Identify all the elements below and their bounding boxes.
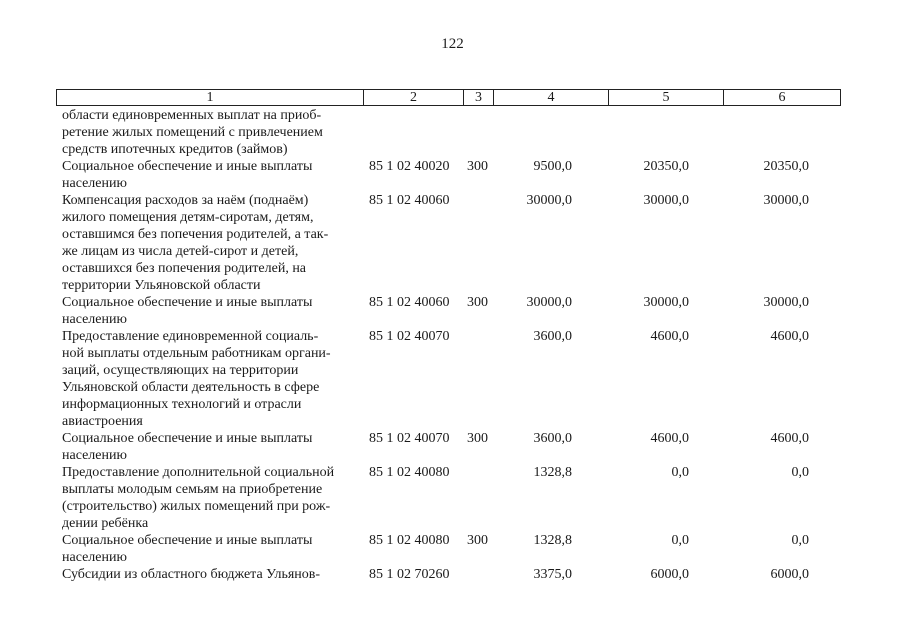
table-row [62,158,852,192]
row-value-col4: 3600,0 [533,431,572,446]
row-type-cell: 300 [467,159,488,174]
row-name-line: информационных технологий и отрасли [62,397,302,412]
row-value-col5: 0,0 [671,533,689,548]
row-name-line: Социальное обеспечение и иные выплаты [62,159,313,174]
row-code-cell: 85 1 02 40060 [369,295,450,310]
row-name-line: Компенсация расходов за наём (поднаём) [62,193,309,208]
row-name-line: населению [62,448,127,463]
row-name-line: Предоставление дополнительной социальной [62,465,335,480]
column-header-2: 2 [363,90,463,105]
table-row [62,464,852,532]
row-value-col5: 6000,0 [650,567,689,582]
row-name-cell [62,464,357,532]
row-name-cell [62,294,357,328]
row-name-cell [62,430,357,464]
row-name-cell [62,532,357,566]
row-name-cell [62,158,357,192]
row-value-col6: 30000,0 [763,295,809,310]
row-type-cell: 300 [467,431,488,446]
row-value-col6: 4600,0 [770,329,809,344]
row-name-line: Социальное обеспечение и иные выплаты [62,431,313,446]
row-code-cell: 85 1 02 40080 [369,533,450,548]
table-row [62,566,852,583]
row-name-line: же лицам из числа детей-сирот и детей, [62,244,299,259]
row-value-col6: 30000,0 [763,193,809,208]
column-header-1: 1 [206,90,214,105]
row-value-col4: 1328,8 [533,465,572,480]
row-value-col6: 6000,0 [770,567,809,582]
table-row [62,294,852,328]
table-body [62,107,852,583]
row-value-col6: 4600,0 [770,431,809,446]
row-value-col4: 9500,0 [533,159,572,174]
row-name-line: жилого помещения детям-сиротам, детям, [62,210,314,225]
row-code-cell: 85 1 02 40070 [369,329,450,344]
row-value-col5: 30000,0 [643,193,689,208]
table-row [62,192,852,294]
row-code-cell: 85 1 02 40070 [369,431,450,446]
row-name-line: оставшихся без попечения родителей, на [62,261,307,276]
row-value-col5: 20350,0 [643,159,689,174]
column-header-6: 6 [723,90,840,105]
row-value-col4: 30000,0 [526,193,572,208]
row-code-cell: 85 1 02 70260 [369,567,450,582]
table-header-row [56,89,841,106]
row-code-cell: 85 1 02 40020 [369,159,450,174]
row-value-col4: 3375,0 [533,567,572,582]
column-header-4: 4 [493,90,608,105]
row-name-line: населению [62,176,127,191]
table-row [62,328,852,430]
row-name-line: дении ребёнка [62,516,149,531]
row-value-col6: 20350,0 [763,159,809,174]
row-code-cell: 85 1 02 40080 [369,465,450,480]
row-name-line: области единовременных выплат на приоб- [62,108,322,123]
table-row [62,532,852,566]
row-value-col5: 30000,0 [643,295,689,310]
column-header-5: 5 [608,90,723,105]
row-value-col4: 3600,0 [533,329,572,344]
row-name-line: ретение жилых помещений с привлечением [62,125,323,140]
row-name-line: территории Ульяновской области [62,278,261,293]
row-name-cell [62,192,357,294]
column-header-3: 3 [463,90,493,105]
row-name-line: Социальное обеспечение и иные выплаты [62,533,313,548]
row-name-cell [62,328,357,430]
row-name-line: Субсидии из областного бюджета Ульянов- [62,567,321,582]
row-value-col5: 4600,0 [650,431,689,446]
row-name-line: оставшимся без попечения родителей, а так- [62,227,329,242]
table-row [62,107,852,158]
table-row [62,430,852,464]
row-value-col4: 30000,0 [526,295,572,310]
row-name-line: (строительство) жилых помещений при рож- [62,499,331,514]
row-name-cell [62,107,357,158]
row-value-col4: 1328,8 [533,533,572,548]
row-value-col5: 0,0 [671,465,689,480]
row-name-line: заций, осуществляющих на территории [62,363,299,378]
row-name-line: авиастроения [62,414,143,429]
row-name-line: средств ипотечных кредитов (займов) [62,142,288,157]
row-code-cell: 85 1 02 40060 [369,193,450,208]
row-name-line: Ульяновской области деятельность в сфере [62,380,320,395]
row-name-line: Предоставление единовременной социаль- [62,329,319,344]
row-type-cell: 300 [467,533,488,548]
row-value-col5: 4600,0 [650,329,689,344]
row-name-cell [62,566,357,583]
row-name-line: населению [62,312,127,327]
row-name-line: Социальное обеспечение и иные выплаты [62,295,313,310]
page-number: 122 [441,36,464,52]
row-name-line: ной выплаты отдельным работникам органи- [62,346,331,361]
row-value-col6: 0,0 [791,465,809,480]
row-name-line: выплаты молодым семьям на приобретение [62,482,323,497]
row-value-col6: 0,0 [791,533,809,548]
row-type-cell: 300 [467,295,488,310]
row-name-line: населению [62,550,127,565]
